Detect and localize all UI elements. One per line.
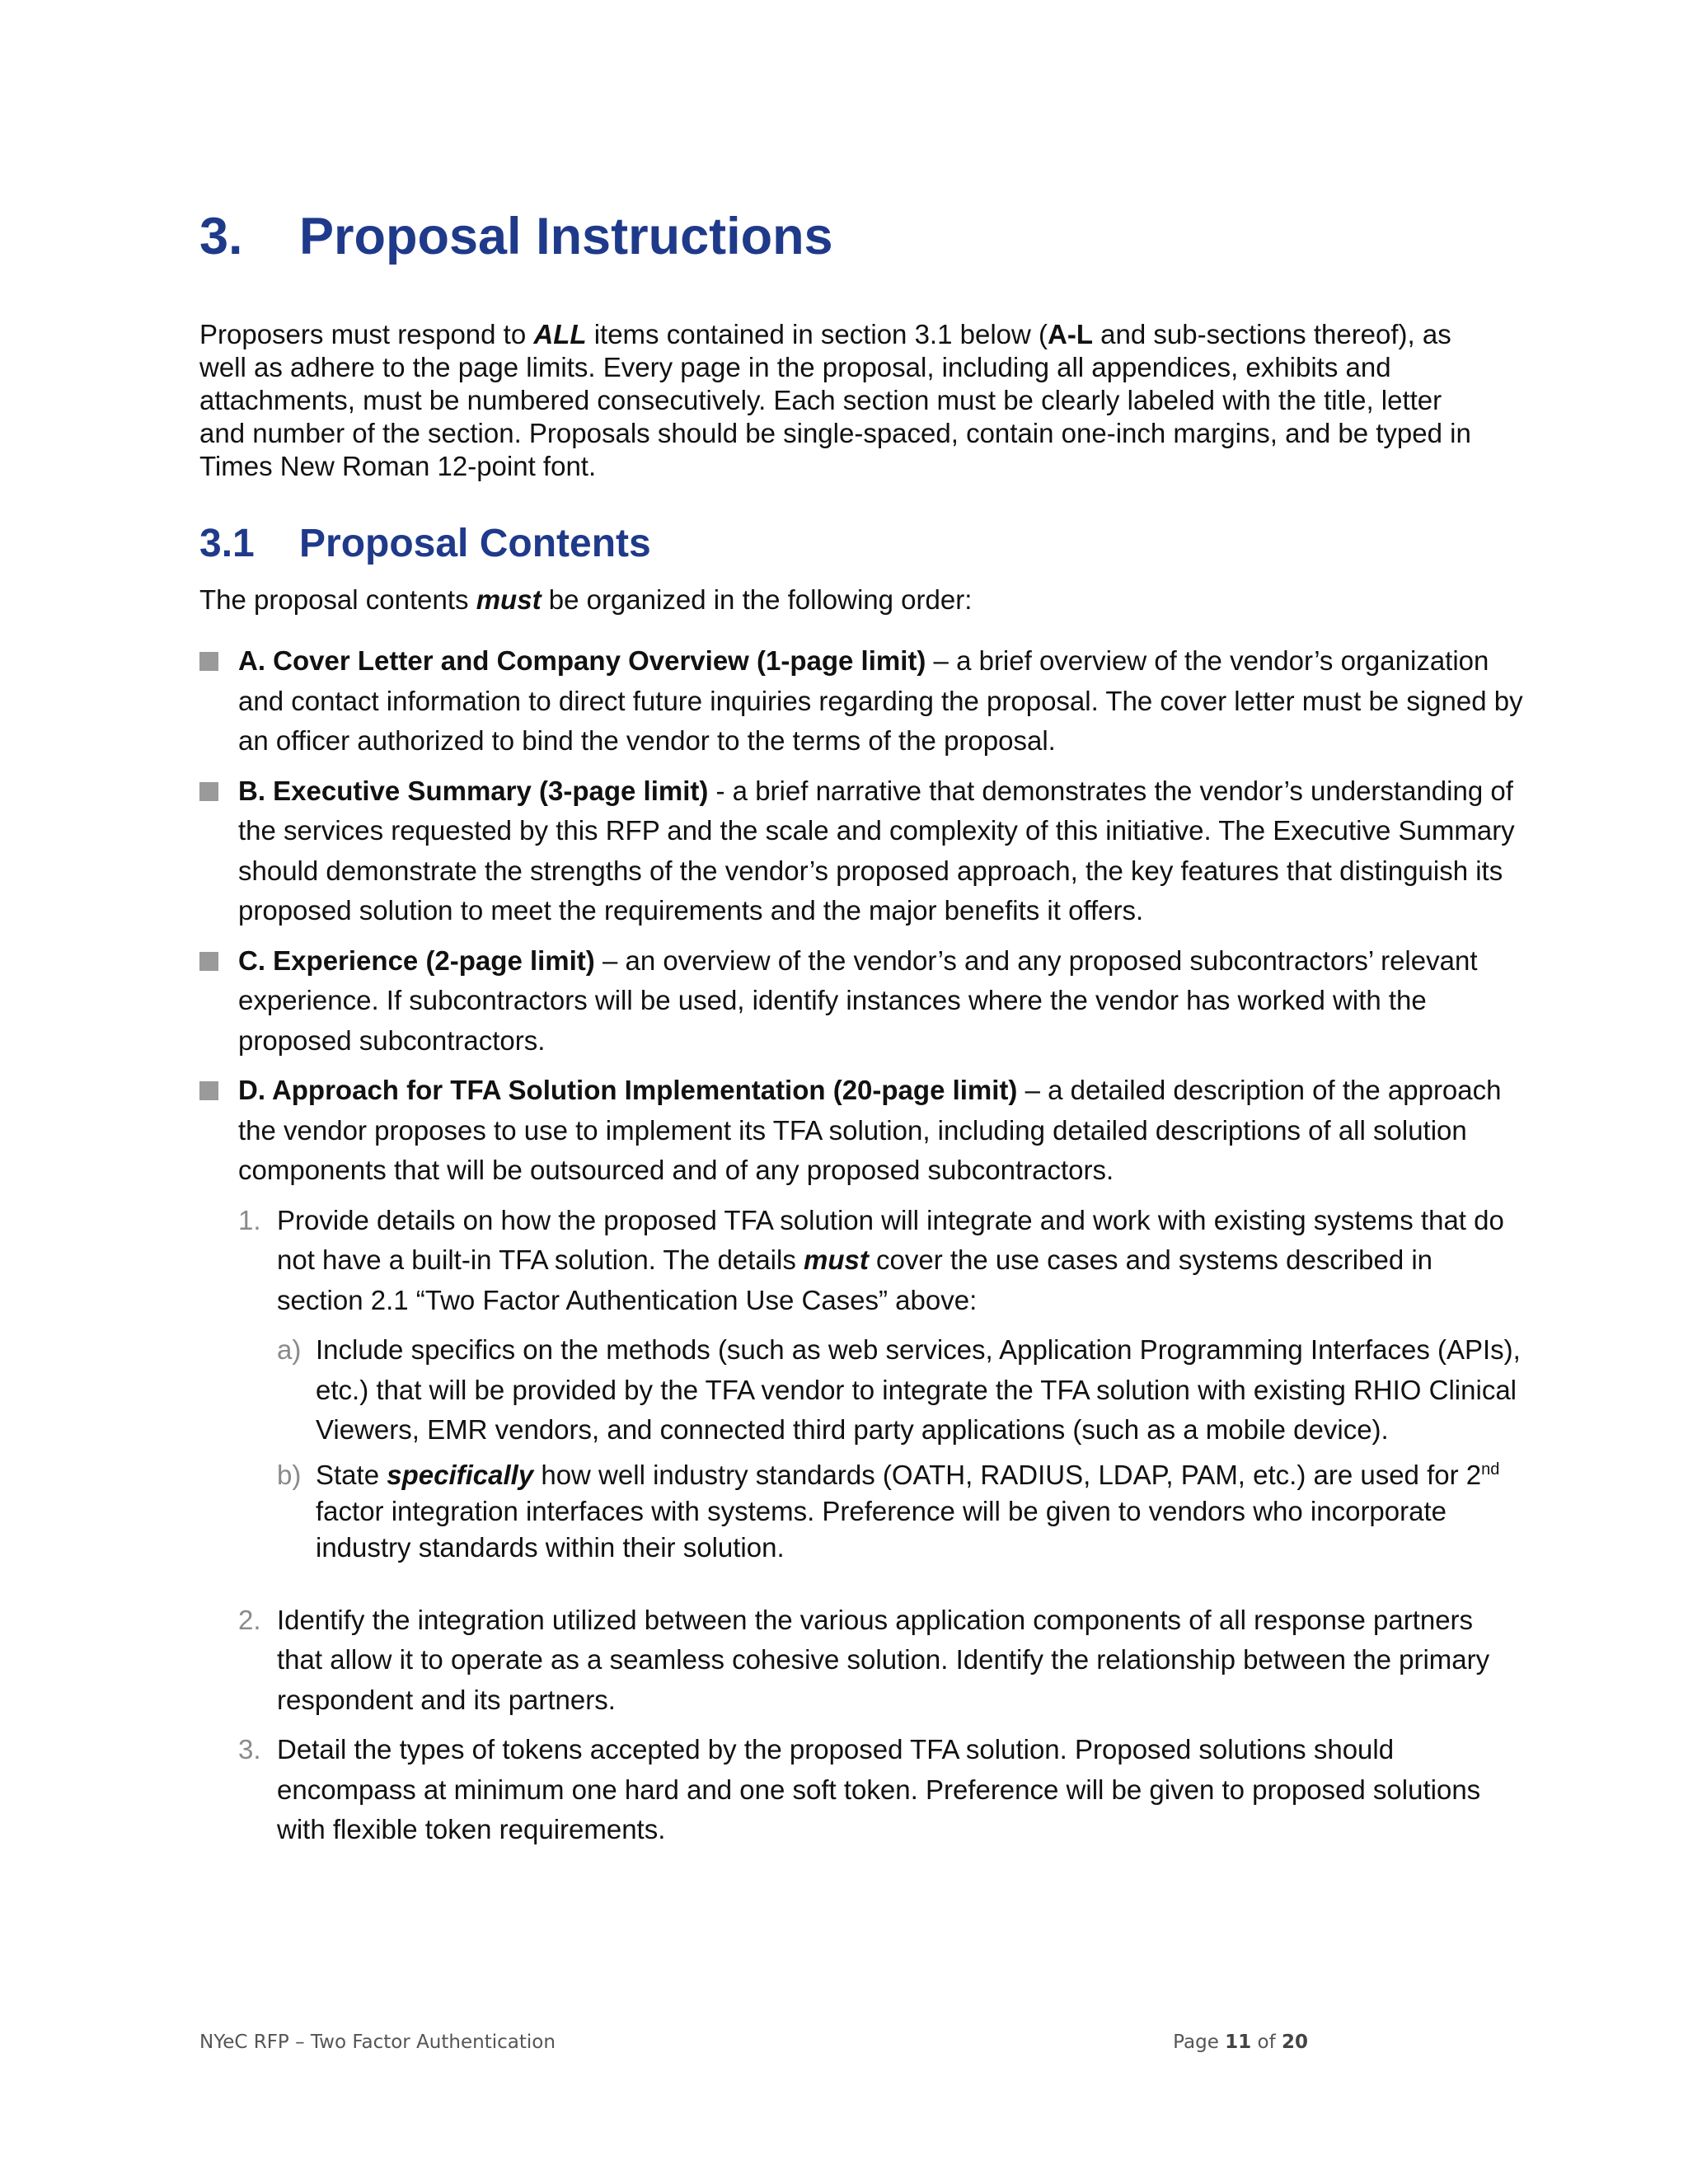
- numbered-item-2-text: Identify the integration utilized between the various application components of all response partners that allow it to operate as a seamless cohesive solution. Identify the relationship between the primary respondent and its partners.: [277, 1604, 1490, 1715]
- alpha-sub-list: [277, 1330, 1524, 1566]
- page-footer: [199, 2032, 1308, 2053]
- item-c-title: C. Experience (2-page limit): [238, 944, 595, 976]
- subsection-title: Proposal Contents: [299, 521, 651, 565]
- alpha-marker: a): [277, 1334, 302, 1366]
- section-heading: [199, 206, 1502, 269]
- footer-current-page: 11: [1225, 2032, 1252, 2053]
- list-item-b: [199, 771, 1524, 931]
- numbered-marker: 1.: [238, 1204, 261, 1235]
- square-bullet-icon: [199, 952, 218, 971]
- approach-numbered-list: [238, 1201, 1524, 1850]
- square-bullet-icon: [199, 1081, 218, 1100]
- lead-emphasis: must: [476, 584, 542, 616]
- lead-text: be organized in the following order:: [541, 584, 973, 616]
- item-b-text: - a brief narrative that demonstrates the vendor’s understanding of the services requested by this RFP and the scale and complexity of this initiative. The Executive Summary should demonstrate the strengths of the vendor’s proposed approach, the key features that distinguish its proposed solution to meet the requirements and the major benefits it offers.: [238, 775, 1515, 926]
- intro-emphasis-all: ALL: [533, 318, 587, 349]
- numbered-item-1-emphasis: must: [804, 1244, 869, 1276]
- square-bullet-icon: [199, 652, 218, 671]
- lead-paragraph: [199, 583, 1502, 616]
- intro-text: items contained in section 3.1 below (: [586, 318, 1048, 349]
- intro-text: Proposers must respond to: [199, 318, 534, 349]
- footer-total-pages: 20: [1281, 2032, 1308, 2053]
- alpha-item-a-text: Include specifics on the methods (such as web services, Application Programming Interfaces (APIs), etc.) that will be provided by the TFA vendor to integrate the TFA solution with existing RHIO Clinical Viewers, EMR vendors, and connected third party applications (such as a mobile device).: [316, 1334, 1521, 1446]
- intro-emphasis-range: A-L: [1048, 318, 1093, 349]
- subsection-heading: [199, 520, 1502, 568]
- alpha-item-a: [277, 1330, 1524, 1451]
- section-number: 3.: [199, 208, 243, 265]
- contents-list: [199, 641, 1523, 1850]
- item-a-title: A. Cover Letter and Company Overview (1-page limit): [238, 645, 926, 677]
- alpha-marker: b): [277, 1459, 302, 1490]
- item-c-text: – an overview of the vendor’s and any proposed subcontractors’ relevant experience. If subcontractors will be used, identify instances where the vendor has worked with the proposed subcontractors.: [238, 944, 1478, 1056]
- item-b-title: B. Executive Summary (3-page limit): [238, 775, 709, 806]
- page-content: [199, 206, 1523, 1860]
- subsection-number: 3.1: [199, 521, 255, 565]
- alpha-item-b-emphasis: specifically: [387, 1459, 534, 1490]
- list-item-d: [199, 1071, 1524, 1850]
- footer-page-number: [1173, 2032, 1308, 2053]
- section-title: Proposal Instructions: [299, 208, 833, 265]
- list-item-c: [199, 941, 1524, 1062]
- item-a-text: – a brief overview of the vendor’s organization and contact information to direct future inquiries regarding the proposal. The cover letter must be signed by an officer authorized to bind the vendor to the terms of the proposal.: [238, 645, 1523, 757]
- numbered-item-3: [238, 1730, 1524, 1850]
- alpha-item-b-text: how well industry standards (OATH, RADIUS, LDAP, PAM, etc.) are used for 2: [533, 1459, 1482, 1490]
- square-bullet-icon: [199, 782, 218, 801]
- numbered-marker: 2.: [238, 1604, 261, 1635]
- numbered-item-2: [238, 1601, 1524, 1721]
- alpha-item-b-text: factor integration interfaces with systems. Preference will be given to vendors who incorporate industry standards within their solution.: [316, 1495, 1447, 1563]
- alpha-item-b: [277, 1457, 1524, 1566]
- list-item-a: [199, 641, 1524, 762]
- footer-page-label: Page: [1173, 2032, 1226, 2053]
- numbered-item-1-text: cover the use cases and systems described in section 2.1 “Two Factor Authentication Use Cases” above:: [277, 1244, 1433, 1315]
- footer-document-title: NYeC RFP – Two Factor Authentication: [199, 2032, 556, 2053]
- ordinal-superscript: nd: [1481, 1460, 1500, 1479]
- alpha-item-b-text: State: [316, 1459, 387, 1490]
- numbered-item-1: [238, 1201, 1524, 1566]
- intro-paragraph: [199, 318, 1481, 483]
- numbered-item-1-text: Provide details on how the proposed TFA solution will integrate and work with existing systems that do not have a built-in TFA solution. The details: [277, 1204, 1504, 1276]
- numbered-marker: 3.: [238, 1734, 261, 1765]
- intro-text: and sub-sections thereof), as well as adhere to the page limits. Every page in the proposal, including all appendices, exhibits and attachments, must be numbered consecutively. Each section must be clearly labeled with the title, letter and number of the section. Proposals should be single-spaced, contain one-inch margins, and be typed in Times New Roman 12-point font.: [199, 318, 1471, 481]
- item-d-text: – a detailed description of the approach the vendor proposes to use to implement its TFA solution, including detailed descriptions of all solution components that will be outsourced and of any proposed subcontractors.: [238, 1075, 1502, 1186]
- footer-of-label: of: [1251, 2032, 1282, 2053]
- numbered-item-3-text: Detail the types of tokens accepted by the proposed TFA solution. Proposed solutions should encompass at minimum one hard and one soft token. Preference will be given to proposed solutions with flexible token requirements.: [277, 1734, 1481, 1845]
- lead-text: The proposal contents: [199, 584, 476, 616]
- item-d-title: D. Approach for TFA Solution Implementation (20-page limit): [238, 1075, 1018, 1106]
